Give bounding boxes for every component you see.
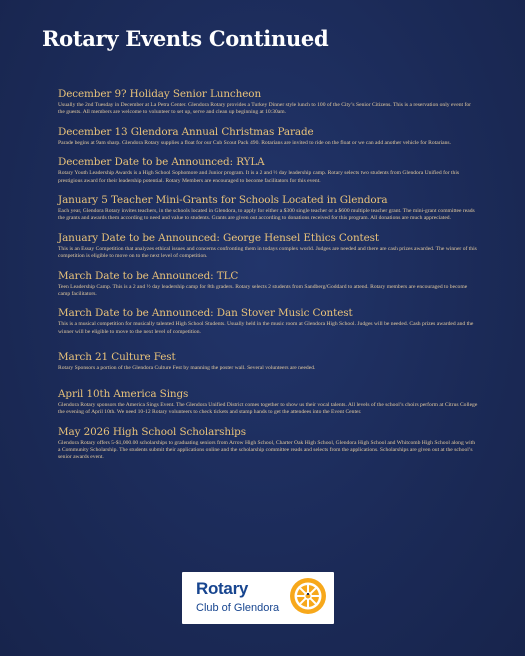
event-item: [58, 388, 478, 417]
event-heading: March 21 Culture Fest: [58, 351, 176, 364]
event-heading: December 9? Holiday Senior Luncheon: [58, 88, 262, 100]
event-description: Glendora Rotary offers 5-$1,000.00 scholarships to graduating seniors from Arrow High School, Charter Oak High School, Glendora High School and Whitcomb High School along with a Community Scholarship. The students submit their applications online and the scholarship committee reads and selects from the applications. Scholarships are given out at the school’s senior awards event.: [58, 439, 476, 461]
event-description: Each year, Glendora Rotary invites teachers, in the schools located in Glendora, to apply for either a $300 single teacher or a $600 multiple teacher grant. The mini-grant committee reads the grants and awards them according to need and value to students. Grants are given out according to donations received for this program. All donations are much appreciated.: [58, 208, 475, 222]
event-heading: January Date to be Announced: George Hensel Ethics Contest: [58, 231, 379, 244]
event-description: Glendora Rotary sponsors the America Sings Event. The Glendora Unified District comes together to show us their vocal talents. All levels of the school’s choirs perform at Citrus College the evening of April 10th. We need 10-12 Rotary volunteers to check tickets and stamp hands to get the attendees into the Event Center.: [58, 401, 478, 416]
event-item: [58, 156, 478, 185]
page-title: Rotary Events Continued: [42, 26, 329, 51]
event-description: Rotary Youth Leadership Awards is a High School Sophomore and Junior program. It is a 2 and ½ day leadership camp. Rotary selects two students from Glendora Unified for this prestigious award for their leadership potential. Rotary Members are encouraged to become facilitators for this event.: [58, 170, 460, 184]
event-description: This is a musical competition for musically talented High School Students. Usually held in the music room at Glendora High School. Judges will be needed. Cash prizes awarded and the winner will be eligible to move to the next level of competition.: [58, 321, 474, 335]
event-item: [58, 351, 478, 372]
event-item: [58, 270, 478, 299]
event-item: [58, 88, 478, 117]
logo-subtitle: Club of Glendora: [196, 602, 280, 614]
event-item: [58, 232, 478, 261]
event-description: This is an Essay Competition that analyzes ethical issues and concerns confronting them in todays complex world. Judges are needed and there are cash prizes awarded. The winner of this competition is eligible to move on to the next level of competition.: [58, 245, 477, 260]
event-item: [58, 426, 478, 462]
rotary-logo: [182, 572, 334, 624]
event-item: [58, 307, 478, 336]
event-description: Rotary Sponsors a portion of the Glendora Culture Fest by manning the poster wall. Several volunteers are needed.: [58, 365, 316, 372]
event-heading: May 2026 High School Scholarships: [58, 425, 246, 438]
event-description: Parade begins at 9am sharp. Glendora Rotary supplies a float for our Cub Scout Pack 490. Rotarians are invited to ride on the float or we can add another vehicle for Rotarians.: [58, 139, 452, 146]
event-heading: December Date to be Announced: RYLA: [58, 156, 265, 169]
event-heading: January 5 Teacher Mini-Grants for Schools Located in Glendora: [58, 194, 388, 207]
event-heading: March Date to be Announced: Dan Stover Music Contest: [58, 307, 353, 320]
rotary-wheel-icon: [288, 576, 328, 616]
event-heading: December 13 Glendora Annual Christmas Parade: [58, 125, 314, 138]
logo-name: Rotary: [196, 579, 249, 598]
event-item: [58, 194, 478, 223]
events-list: [58, 88, 478, 471]
event-item: [58, 126, 478, 147]
event-heading: April 10th America Sings: [58, 387, 189, 400]
event-heading: March Date to be Announced: TLC: [58, 269, 239, 282]
event-description: Teen Leadership Camp. This is a 2 and ½ day leadership camp for 8th graders. Rotary selects 2 students from Sandberg/Goddard to attend. Rotary members are encouraged to become camp facilitators.: [58, 283, 468, 298]
event-description: Usually the 2nd Tuesday in December at La Petra Center. Glendora Rotary provides a Turkey Dinner style lunch to 100 of the City’s Senior Citizens. This is a reservation only event for the guests. All members are welcome to volunteer to set up, serve and clean up beginning at 10:30am.: [58, 102, 471, 116]
